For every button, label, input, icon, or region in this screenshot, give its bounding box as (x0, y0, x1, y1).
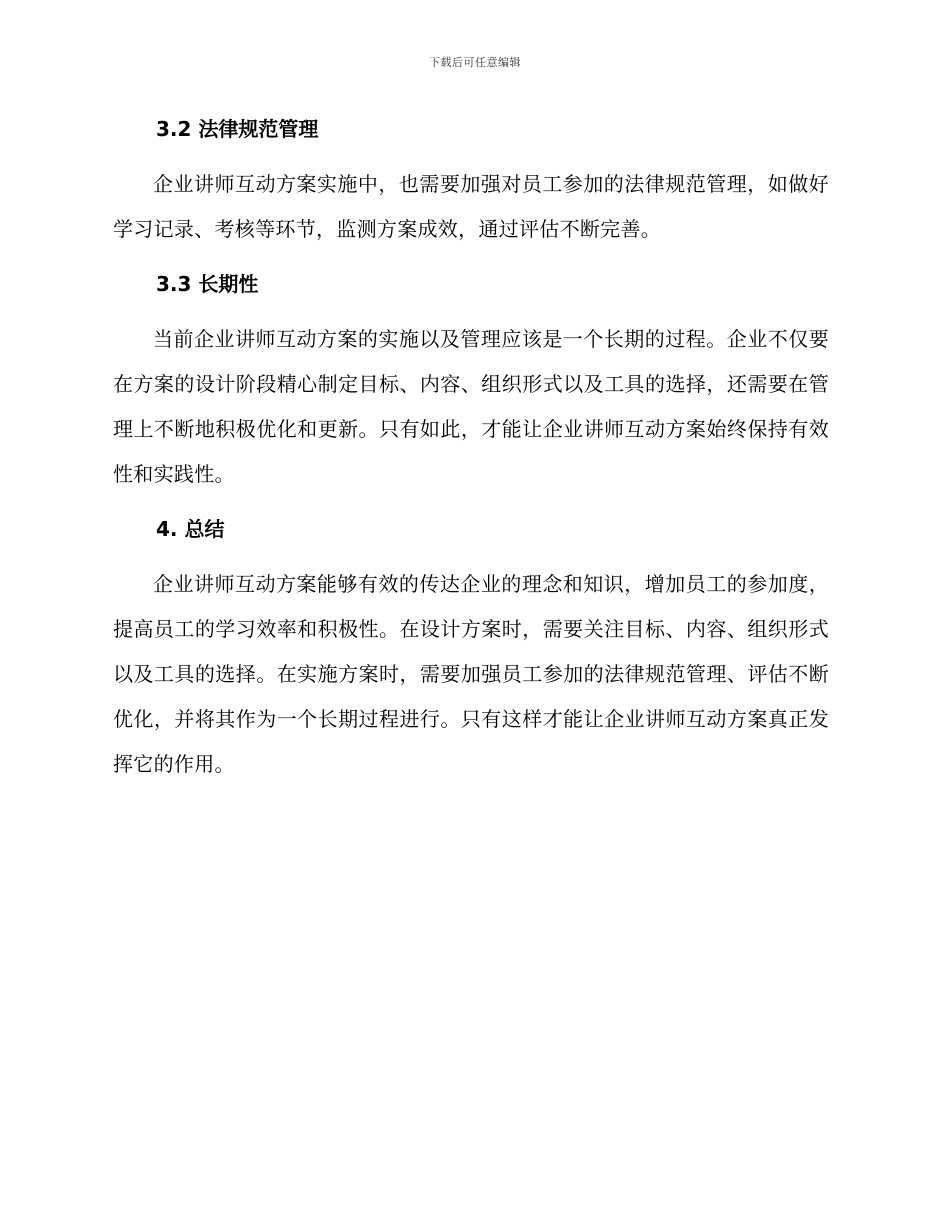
section-paragraph-4: 企业讲师互动方案能够有效的传达企业的理念和知识，增加员工的参加度，提高员工的学习效率和积极性。在设计方案时，需要关注目标、内容、组织形式以及工具的选择。在实施方案时，需要加强员工参加的法律规范管理、评估不断优化，并将其作为一个长期过程进行。只有这样才能让企业讲师互动方案真正发挥它的作用。 (113, 572, 829, 776)
section-heading-4: 4. 总结 (156, 517, 225, 541)
section-heading-3-3: 3.3 长期性 (156, 272, 259, 296)
page-header: 下载后可任意编辑 (429, 56, 521, 69)
section-heading-3-2: 3.2 法律规范管理 (156, 117, 319, 141)
document-body (113, 112, 829, 787)
section-paragraph-3-2: 企业讲师互动方案实施中，也需要加强对员工参加的法律规范管理，如做好学习记录、考核等环节，监测方案成效，通过评估不断完善。 (113, 172, 829, 241)
section-paragraph-3-3: 当前企业讲师互动方案的实施以及管理应该是一个长期的过程。企业不仅要在方案的设计阶段精心制定目标、内容、组织形式以及工具的选择，还需要在管理上不断地积极优化和更新。只有如此，才能让企业讲师互动方案始终保持有效性和实践性。 (113, 327, 829, 486)
